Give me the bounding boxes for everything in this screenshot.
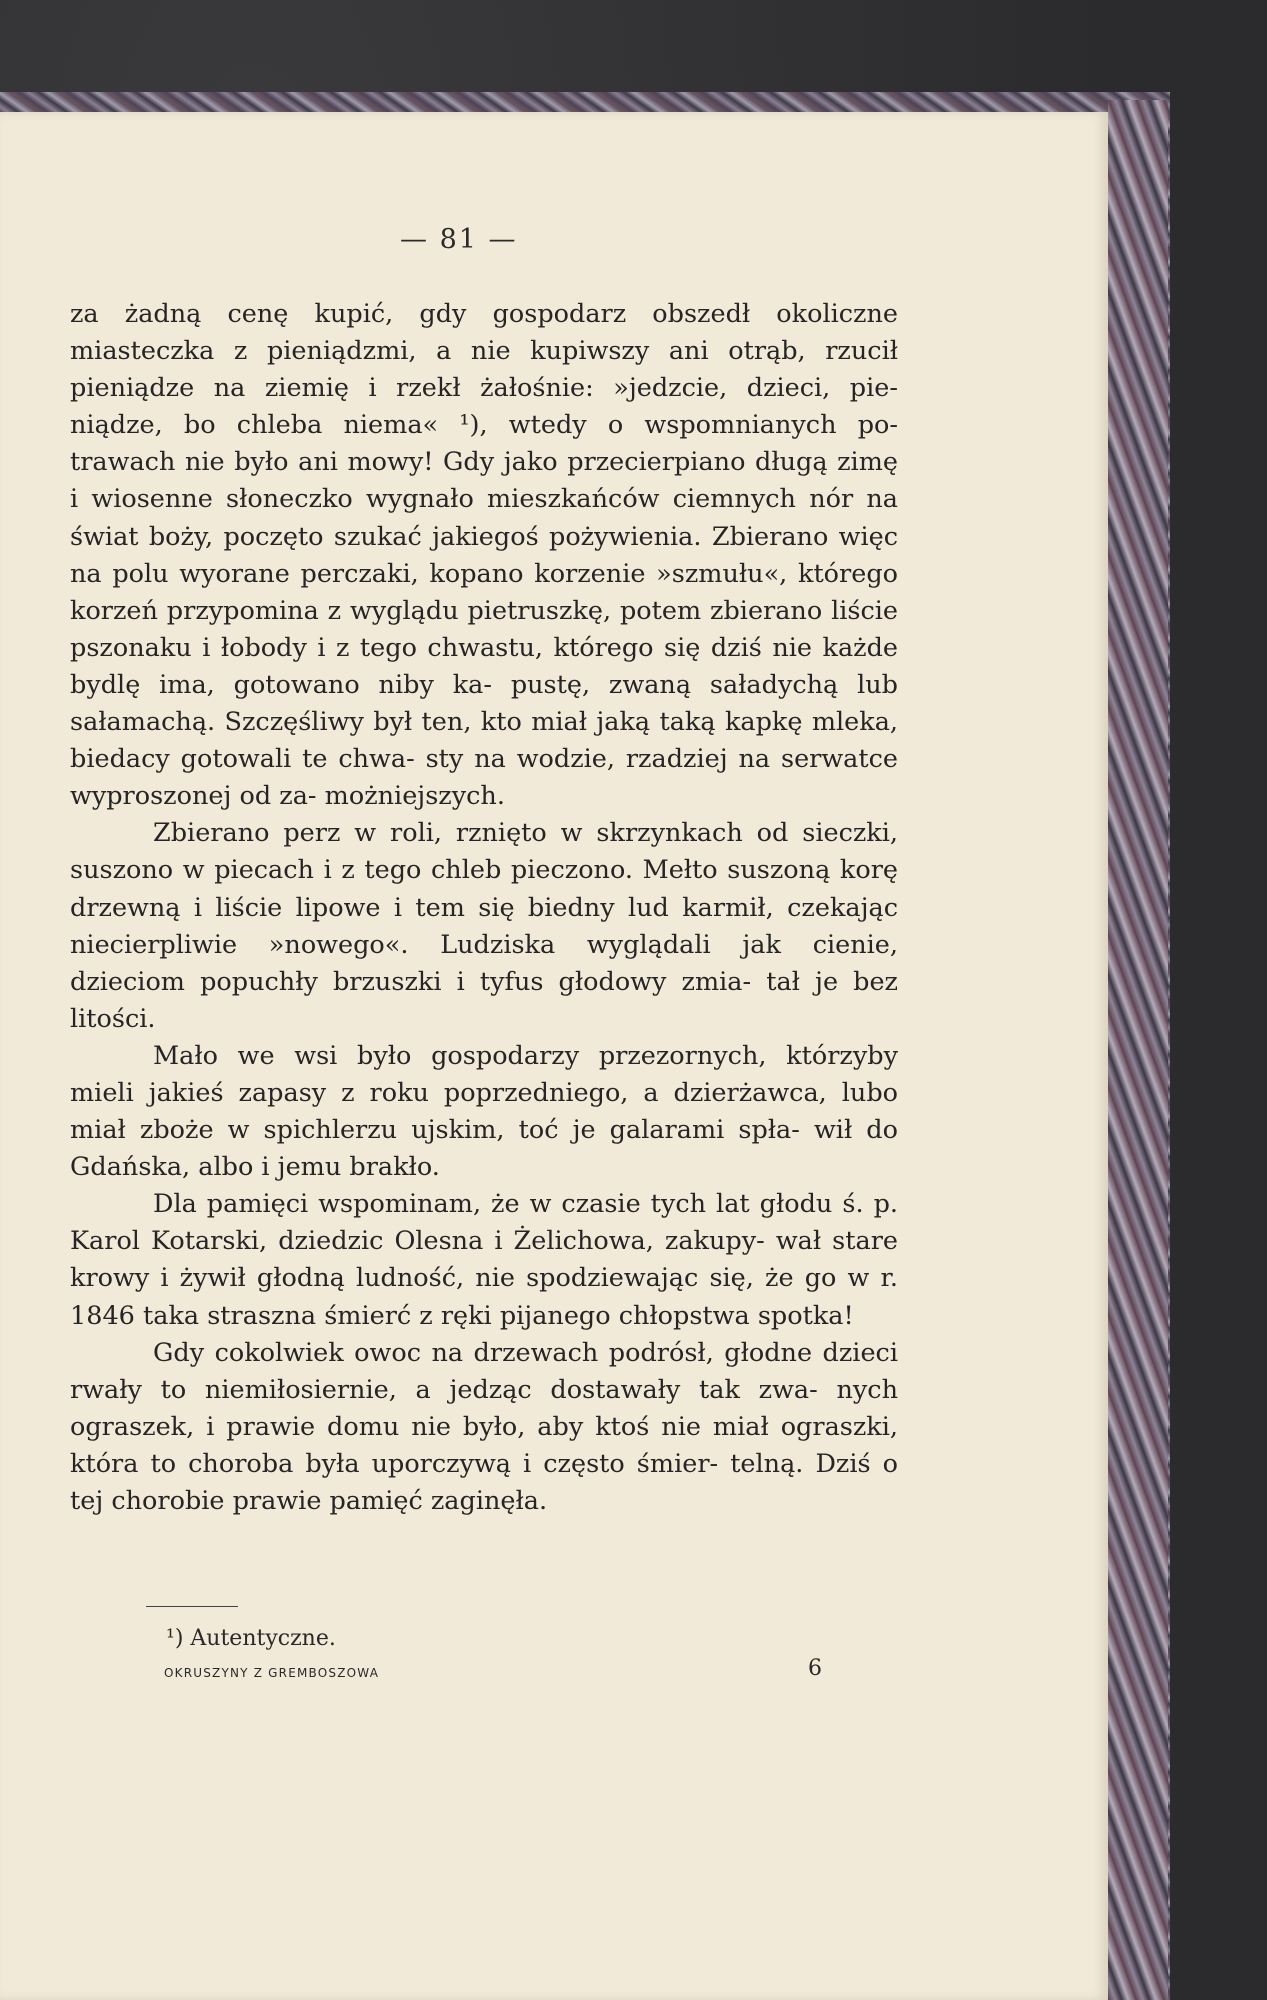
book-board-edge [1108, 100, 1168, 2000]
line: możniejszych. [324, 781, 505, 812]
page-number: — 81 — [400, 224, 518, 255]
line: za żadną cenę kupić, gdy gospodarz obszedł okoliczne [70, 299, 898, 329]
paragraph-5 [70, 1335, 898, 1520]
paragraph-1 [70, 296, 898, 815]
line: potem zbierano liście pszonaku i łobody i z tego chwastu, [70, 595, 898, 663]
line: ś. p. Karol Kotarski, dziedzic Olesna i Żelichowa, zakupy- [70, 1189, 899, 1257]
line: korę drzewną i liście lipowe i tem się biedny lud karmił, [70, 855, 898, 923]
line: tał je bez litości. [70, 966, 898, 1034]
sheet-number: 6 [808, 1656, 822, 1681]
line: cienie, dzieciom popuchły brzuszki i tyfus głodowy zmia- [70, 929, 898, 997]
line: sty na wodzie, rzadziej na serwatce wyproszonej od za- [70, 744, 898, 812]
line: się, że go w r. 1846 taka straszna śmierć z ręki pijanego [70, 1263, 898, 1331]
footnote-divider [146, 1606, 238, 1607]
line: pustę, zwaną saładychą lub sałamachą. Szczęśliwy był ten, [70, 669, 898, 738]
line: nych ograszek, i prawie domu nie było, aby ktoś nie miał [70, 1374, 899, 1442]
line: niądze, bo chleba niema« ¹), wtedy o wspomnianych po- [70, 410, 898, 441]
line: Zbierano więc na polu wyorane perczaki, kopano korzenie [70, 521, 899, 589]
line: mieli jakieś zapasy z roku poprzedniego, a dzierżawca, [70, 1077, 827, 1108]
line: chłopstwa spotka! [618, 1300, 854, 1331]
line: nór na świat boży, poczęto szukać jakiegoś pożywienia. [70, 484, 898, 552]
line: czekając niecierpliwie »nowego«. Ludziska wyglądali jak [70, 892, 898, 960]
line: Dla pamięci wspominam, że w czasie tych lat głodu [153, 1189, 833, 1220]
paragraph-4 [70, 1186, 898, 1334]
footnote [166, 1626, 336, 1651]
footnote-text: Autentyczne. [190, 1626, 336, 1651]
line: dzieci rwały to niemiłosiernie, a jedząc dostawały tak zwa- [70, 1337, 898, 1405]
paragraph-2 [70, 815, 898, 1038]
line: Zbierano perz w roli, rznięto w skrzynkach od sieczki, [153, 818, 898, 849]
line: wał stare krowy i żywił głodną ludność, nie spodziewając [70, 1226, 898, 1294]
line: lubo miał zboże w spichlerzu ujskim, toć je galarami spła- [70, 1077, 899, 1146]
line: Gdy cokolwiek owoc na drzewach podrósł, głodne [153, 1337, 813, 1368]
line: zimę i wiosenne słoneczko wygnało mieszkańców ciemnych [70, 447, 898, 515]
line: »szmułu«, którego korzeń przypomina z wyglądu pietruszkę, [70, 558, 898, 626]
line: ograszki, która to choroba była uporczywą i często śmier- [70, 1411, 899, 1479]
line: którego się dziś nie każde bydlę ima, gotowano niby ka- [70, 632, 899, 700]
line: kto miał jaką taką kapkę mleka, biedacy gotowali te chwa- [70, 707, 899, 775]
paragraph-3 [70, 1038, 898, 1186]
printer-signature: OKRUSZYNY Z GREMBOSZOWA [164, 1666, 380, 1680]
line: trawach nie było ani mowy! Gdy jako przecierpiano długą [70, 447, 828, 478]
line: pieniądze na ziemię i rzekł żałośnie: »jedzcie, dzieci, pie- [70, 373, 898, 404]
line: miasteczka z pieniądzmi, a nie kupiwszy ani otrąb, rzucił [70, 336, 898, 367]
line: telną. Dziś o tej chorobie prawie pamięć zaginęła. [70, 1448, 898, 1516]
line: wił do Gdańska, albo i jemu brakło. [70, 1115, 898, 1183]
footnote-marker: ¹) [166, 1626, 184, 1651]
line: Mało we wsi było gospodarzy przezornych, którzyby [153, 1040, 898, 1071]
body-text [70, 296, 898, 1520]
line: suszono w piecach i z tego chleb pieczono. Mełto suszoną [70, 855, 831, 886]
